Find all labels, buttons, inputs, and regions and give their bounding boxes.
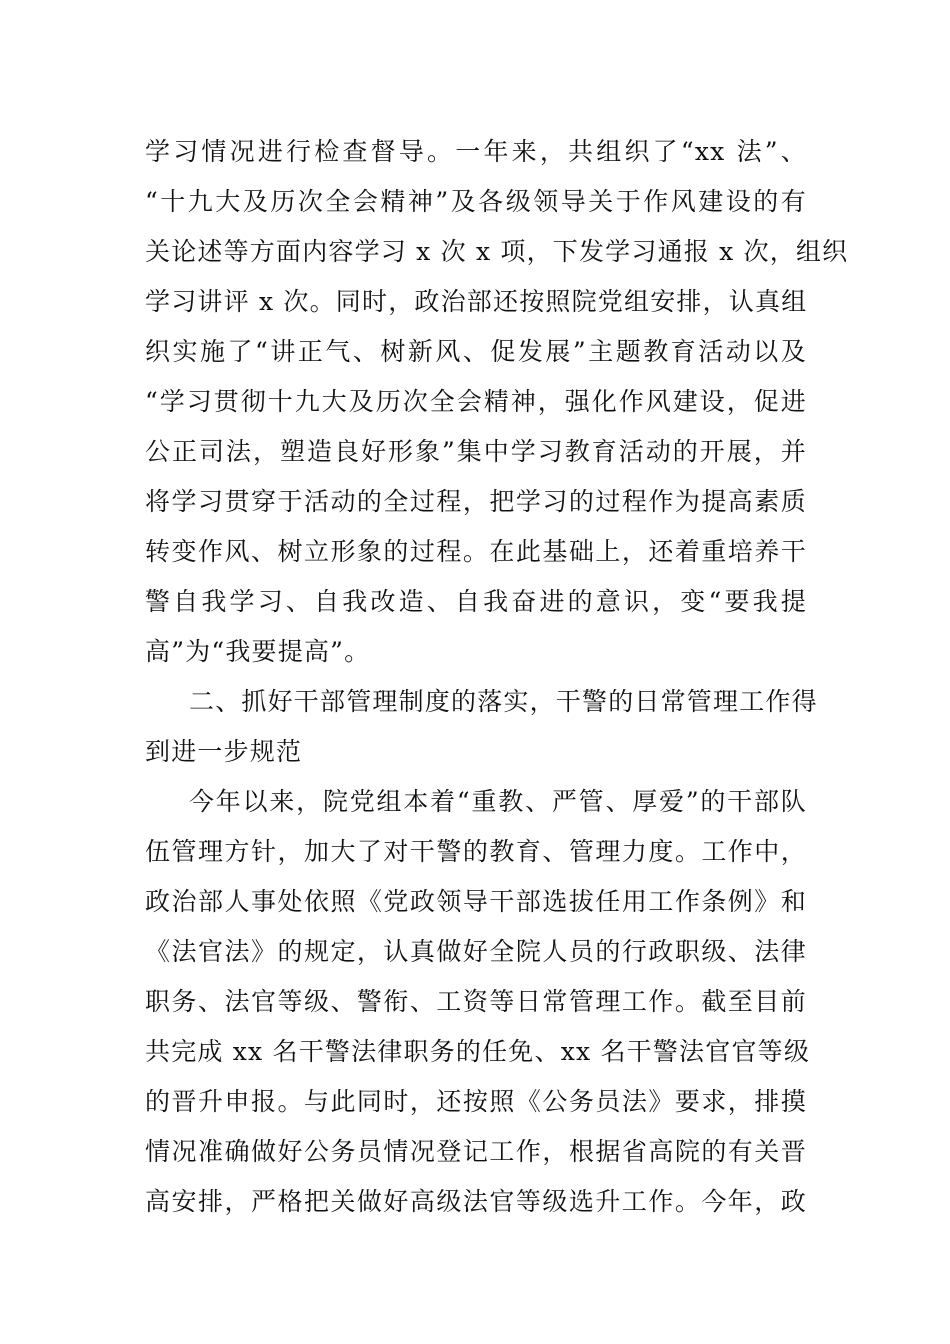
body-text-line: 转变作风、树立形象的过程。在此基础上，还着重培养干 xyxy=(145,537,807,566)
body-text-line: “学习贯彻十九大及历次全会精神，强化作风建设，促进 xyxy=(145,387,807,416)
body-text-line: 的晋升申报。与此同时，还按照《公务员法》要求，排摸 xyxy=(145,1087,807,1116)
body-text-line: “十九大及历次全会精神”及各级领导关于作风建设的有 xyxy=(145,187,807,216)
section-heading-line: 到进一步规范 xyxy=(145,737,303,766)
body-text-line: 学习讲评 x 次。同时，政治部还按照院党组安排，认真组 xyxy=(145,287,808,316)
body-text-line: 将学习贯穿于活动的全过程，把学习的过程作为提高素质 xyxy=(145,487,807,516)
body-text-line: 政治部人事处依照《党政领导干部选拔任用工作条例》和 xyxy=(145,887,807,916)
body-text-line: 今年以来，院党组本着“重教、严管、厚爱”的干部队 xyxy=(189,787,807,816)
body-text-line: 公正司法，塑造良好形象”集中学习教育活动的开展，并 xyxy=(145,437,807,466)
body-text-line: 职务、法官等级、警衔、工资等日常管理工作。截至目前 xyxy=(145,987,807,1016)
body-text-line: 共完成 xx 名干警法律职务的任免、xx 名干警法官官等级 xyxy=(145,1037,811,1066)
body-text-line: 伍管理方针，加大了对干警的教育、管理力度。工作中， xyxy=(145,837,807,866)
body-text-line: 织实施了“讲正气、树新风、促发展”主题教育活动以及 xyxy=(145,337,807,366)
body-text-line: 《法官法》的规定，认真做好全院人员的行政职级、法律 xyxy=(145,937,807,966)
body-text-line: 高安排，严格把关做好高级法官等级选升工作。今年，政 xyxy=(145,1187,807,1216)
body-text-line: 关论述等方面内容学习 x 次 x 项，下发学习通报 x 次，组织 xyxy=(145,237,849,266)
body-text-line: 情况准确做好公务员情况登记工作，根据省高院的有关晋 xyxy=(145,1137,807,1166)
body-text-line: 高”为“我要提高”。 xyxy=(145,637,371,666)
section-heading-line: 二、抓好干部管理制度的落实，干警的日常管理工作得 xyxy=(189,687,818,716)
document-body xyxy=(145,127,849,1227)
body-text-line: 学习情况进行检查督导。一年来，共组织了“xx 法”、 xyxy=(145,137,807,166)
body-text-line: 警自我学习、自我改造、自我奋进的意识，变“要我提 xyxy=(145,587,807,616)
